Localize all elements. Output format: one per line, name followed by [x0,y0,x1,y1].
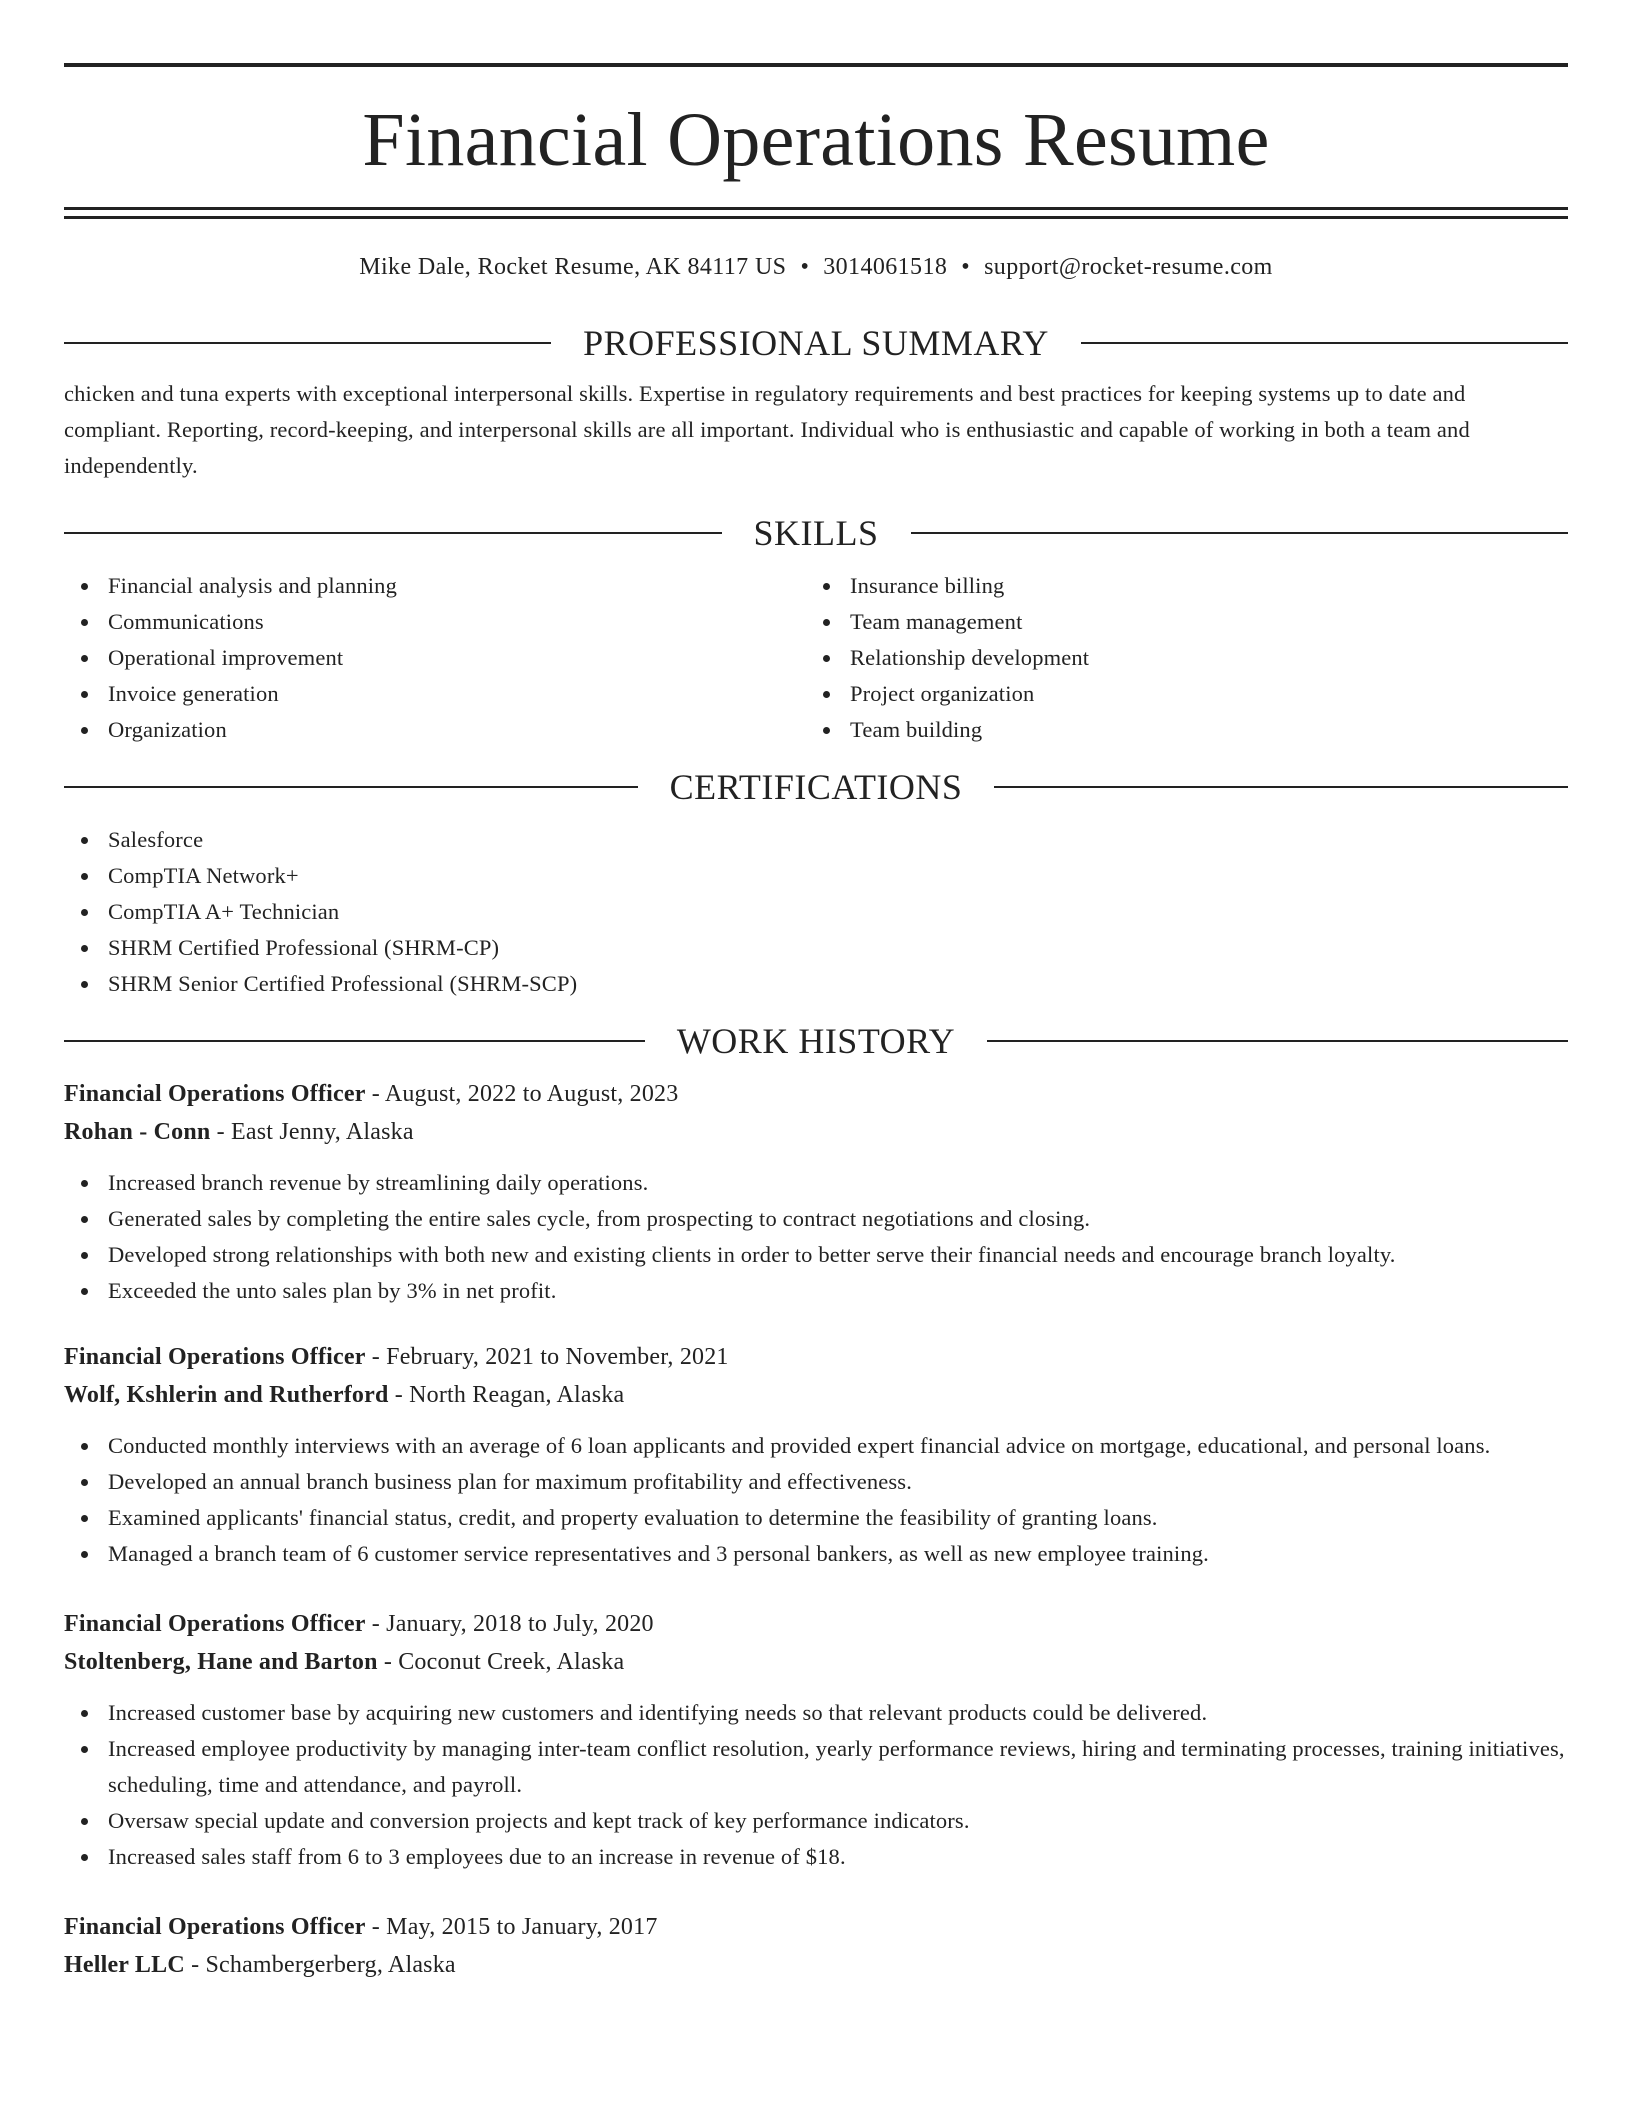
summary-section-header [64,323,1568,363]
resume-page [64,0,1568,1984]
section-rule [64,1040,645,1042]
job-bullet: Increased branch revenue by streamlining daily operations. [64,1165,1568,1201]
summary-text: chicken and tuna experts with exceptional interpersonal skills. Expertise in regulatory requirements and best practices for keeping systems up to date and compliant. Reporting, record-keeping, and interpersonal skills are all important. Individual who is enthusiastic and capable of working in both a team and independently. [64,381,1470,478]
skills-section-title: SKILLS [753,513,879,553]
skill-item: Organization [64,712,806,748]
section-rule [994,786,1568,788]
job-bullet: Increased employee productivity by managing inter-team conflict resolution, yearly performance reviews, hiring and terminating processes, training initiatives, scheduling, time and attendance, and payroll. [64,1731,1568,1803]
certifications-section-title: CERTIFICATIONS [669,767,963,807]
section-rule [64,786,638,788]
job-dates: - August, 2022 to August, 2023 [365,1081,679,1107]
job-bullet: Conducted monthly interviews with an average of 6 loan applicants and provided expert financial advice on mortgage, educational, and personal loans. [64,1428,1568,1464]
job-location: - North Reagan, Alaska [388,1382,625,1408]
section-rule [1081,342,1568,344]
job-location: - Schambergerberg, Alaska [184,1952,456,1978]
contact-phone: 3014061518 [823,254,948,280]
job-bullet: Increased customer base by acquiring new customers and identifying needs so that relevant products could be delivered. [64,1695,1568,1731]
skill-item: Financial analysis and planning [64,568,806,604]
job-title: Financial Operations Officer [64,1344,366,1370]
job-location: - Coconut Creek, Alaska [377,1649,625,1675]
contact-separator: • [800,254,810,280]
job-entry [64,1338,1568,1572]
section-rule [987,1040,1568,1042]
certification-item: CompTIA A+ Technician [64,894,1568,930]
skill-item: Operational improvement [64,640,806,676]
job-company-line [64,1113,1568,1151]
job-company-line [64,1643,1568,1681]
contact-separator: • [961,254,971,280]
job-location: - East Jenny, Alaska [210,1119,414,1145]
skill-item: Invoice generation [64,676,806,712]
job-company-line [64,1376,1568,1414]
job-title-line [64,1605,1568,1643]
skills-list-left [64,568,806,748]
job-bullet: Oversaw special update and conversion projects and kept track of key performance indicators. [64,1803,1568,1839]
work-section-header [64,1021,1568,1061]
skill-item: Relationship development [806,640,1548,676]
job-bullet: Developed strong relationships with both new and existing clients in order to better serve their financial needs and encourage branch loyalty. [64,1237,1568,1273]
skill-item: Team management [806,604,1548,640]
job-title-line [64,1908,1568,1946]
section-rule [64,342,551,344]
certification-item: SHRM Senior Certified Professional (SHRM-SCP) [64,966,1568,1002]
job-title: Financial Operations Officer [64,1081,366,1107]
contact-line [64,252,1568,282]
job-title: Financial Operations Officer [64,1611,366,1637]
job-company: Stoltenberg, Hane and Barton [64,1649,378,1675]
job-bullets [64,1695,1568,1875]
job-entry [64,1075,1568,1309]
skills-list-right [806,568,1548,748]
certifications-section-header [64,767,1568,807]
section-rule [911,532,1569,534]
skills-section-header [64,513,1568,553]
certification-item: SHRM Certified Professional (SHRM-CP) [64,930,1568,966]
resume-title: Financial Operations Resume [362,98,1270,182]
skills-grid [64,568,1568,748]
job-company-line [64,1946,1568,1984]
job-title-line [64,1075,1568,1113]
job-bullet: Managed a branch team of 6 customer service representatives and 3 personal bankers, as well as new employee training. [64,1536,1568,1572]
certifications-list [64,822,1568,1002]
job-bullet: Generated sales by completing the entire sales cycle, from prospecting to contract negotiations and closing. [64,1201,1568,1237]
job-title-line [64,1338,1568,1376]
job-entry [64,1908,1568,1984]
job-title: Financial Operations Officer [64,1914,366,1940]
job-bullet: Examined applicants' financial status, credit, and property evaluation to determine the feasibility of granting loans. [64,1500,1568,1536]
job-bullets [64,1428,1568,1572]
section-rule [64,532,722,534]
job-bullet: Exceeded the unto sales plan by 3% in net profit. [64,1273,1568,1309]
job-company: Wolf, Kshlerin and Rutherford [64,1382,389,1408]
skill-item: Team building [806,712,1548,748]
contact-address: Mike Dale, Rocket Resume, AK 84117 US [359,254,787,280]
job-company: Heller LLC [64,1952,185,1978]
work-section-title: WORK HISTORY [676,1021,956,1061]
certification-item: Salesforce [64,822,1568,858]
job-company: Rohan - Conn [64,1119,211,1145]
certification-item: CompTIA Network+ [64,858,1568,894]
skill-item: Communications [64,604,806,640]
skill-item: Insurance billing [806,568,1548,604]
title-double-rule [64,207,1568,219]
skill-item: Project organization [806,676,1548,712]
job-dates: - May, 2015 to January, 2017 [365,1914,658,1940]
summary-section-title: PROFESSIONAL SUMMARY [583,323,1049,363]
top-rule [64,63,1568,67]
job-bullets [64,1165,1568,1309]
job-dates: - January, 2018 to July, 2020 [365,1611,654,1637]
job-dates: - February, 2021 to November, 2021 [365,1344,729,1370]
job-bullet: Increased sales staff from 6 to 3 employees due to an increase in revenue of $18. [64,1839,1568,1875]
job-entry [64,1605,1568,1875]
job-bullet: Developed an annual branch business plan for maximum profitability and effectiveness. [64,1464,1568,1500]
contact-email: support@rocket-resume.com [984,254,1273,280]
